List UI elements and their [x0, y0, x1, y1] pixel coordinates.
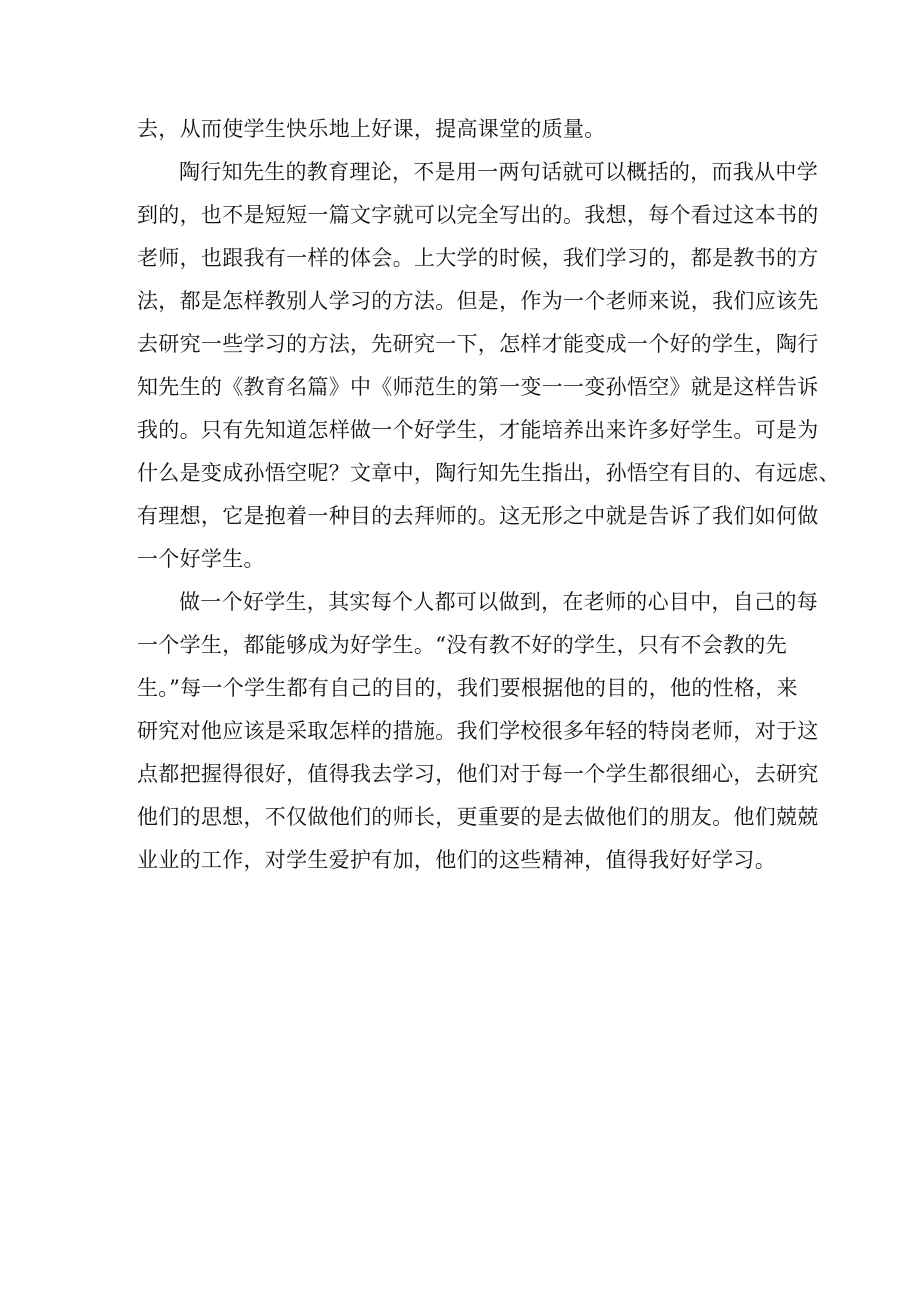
- text-line: 去，从而使学生快乐地上好课，提高课堂的质量。: [137, 117, 606, 141]
- paragraph-good-student: [137, 581, 819, 882]
- document-body: [137, 108, 840, 882]
- text-line: 到的，也不是短短一篇文字就可以完全写出的。我想，每个看过这本书的: [137, 203, 819, 227]
- text-line: 知先生的《教育名篇》中《师范生的第一变一一变孙悟空》就是这样告诉: [137, 375, 819, 399]
- text-line: 我的。只有先知道怎样做一个好学生，才能培养出来许多好学生。可是为: [137, 418, 819, 442]
- paragraph-continuation: [137, 108, 797, 151]
- text-line: 业业的工作，对学生爱护有加，他们的这些精神，值得我好好学习。: [137, 848, 776, 872]
- text-line: 老师，也跟我有一样的体会。上大学的时候，我们学习的，都是教书的方: [137, 246, 819, 270]
- text-line: 一个学生，都能够成为好学生。“没有教不好的学生，只有不会教的先: [137, 633, 788, 657]
- text-line: 去研究一些学习的方法，先研究一下，怎样才能变成一个好的学生，陶行: [137, 332, 819, 356]
- paragraph-tao-theory: [137, 151, 840, 581]
- text-line: 研究对他应该是采取怎样的措施。我们学校很多年轻的特岗老师，对于这: [137, 719, 819, 743]
- text-line: 点都把握得很好，值得我去学习，他们对于每一个学生都很细心，去研究: [137, 762, 819, 786]
- text-line: 他们的思想，不仅做他们的师长，更重要的是去做他们的朋友。他们兢兢: [137, 805, 819, 829]
- text-line: 一个好学生。: [137, 547, 265, 571]
- text-line: 生。”每一个学生都有自己的目的，我们要根据他的目的，他的性格，来: [137, 676, 798, 700]
- text-line: 有理想，它是抱着一种目的去拜师的。这无形之中就是告诉了我们如何做: [137, 504, 819, 528]
- text-line: 什么是变成孙悟空呢？文章中，陶行知先生指出，孙悟空有目的、有远虑、: [137, 461, 840, 485]
- text-line: 做一个好学生，其实每个人都可以做到，在老师的心目中，自己的每: [179, 590, 818, 614]
- text-line: 陶行知先生的教育理论，不是用一两句话就可以概括的，而我从中学: [179, 160, 818, 184]
- text-line: 法，都是怎样教别人学习的方法。但是，作为一个老师来说，我们应该先: [137, 289, 819, 313]
